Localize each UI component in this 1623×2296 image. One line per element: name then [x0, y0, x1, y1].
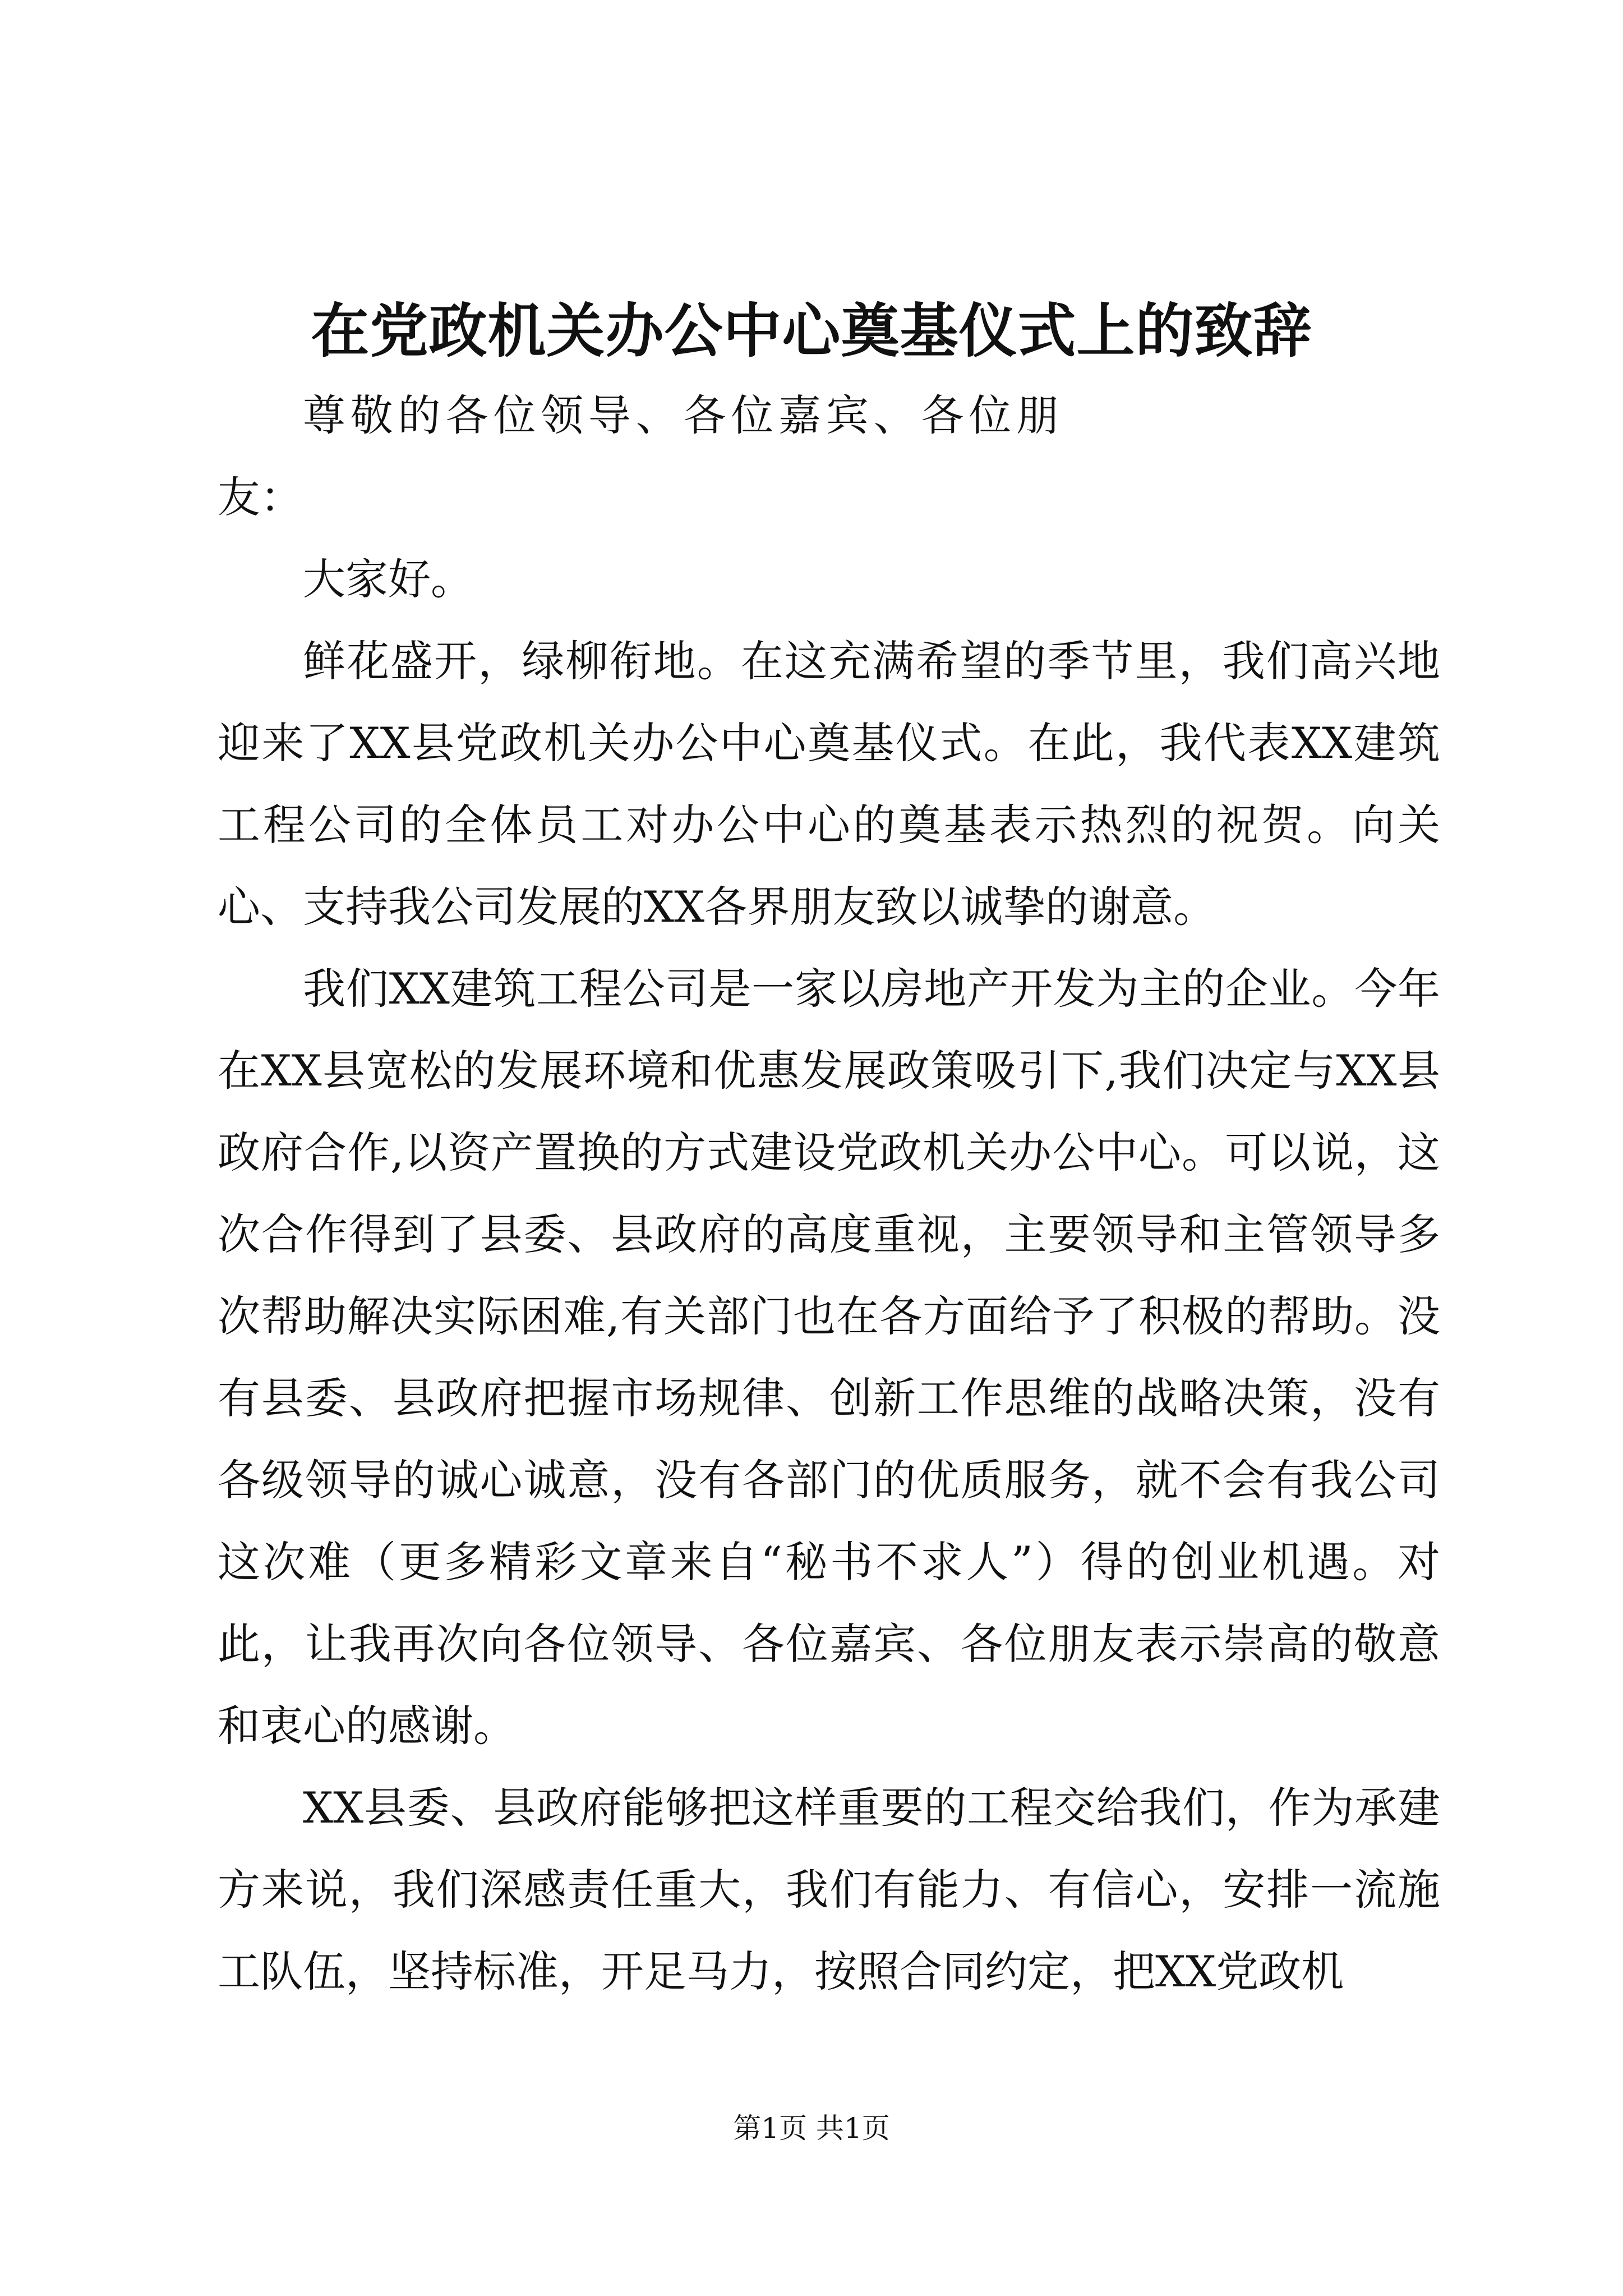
salutation: 尊敬的各位领导、各位嘉宾、各位朋友： — [218, 390, 1059, 522]
paragraph-company-intro: 我们XX建筑工程公司是一家以房地产开发为主的企业。今年在XX县宽松的发展环境和优惠发展政策吸引下,我们决定与XX县政府合作,以资产置换的方式建设党政机关办公中心。可以说，这次合作得到了县委、县政府的高度重视，主要领导和主管领导多次帮助解决实际困难,有关部门也在各方面给予了积极的帮助。没有县委、县政府把握市场规律、创新工作思维的战略决策，没有各级领导的诚心诚意，没有各部门的优质服务，就不会有我公司这次难（更多精彩文章来自“秘书不求人”）得的创业机遇。对此，让我再次向各位领导、各位嘉宾、各位朋友表示崇高的敬意和衷心的感谢。 — [218, 964, 1440, 1751]
paragraph-opening: 鲜花盛开，绿柳衔地。在这充满希望的季节里，我们高兴地迎来了XX县党政机关办公中心奠基仪式。在此，我代表XX建筑工程公司的全体员工对办公中心的奠基表示热烈的祝贺。向关心、支持我公司发展的XX各界朋友致以诚挚的谢意。 — [218, 636, 1440, 932]
page-footer: 第1页 共1页 — [733, 2112, 890, 2145]
document-title: 在党政机关办公中心奠基仪式上的致辞 — [311, 296, 1312, 365]
document-body — [218, 375, 1440, 2013]
paragraph-commitment: XX县委、县政府能够把这样重要的工程交给我们，作为承建方来说，我们深感责任重大，我们有能力、有信心，安排一流施工队伍，坚持标准，开足马力，按照合同约定，把XX党政机 — [218, 1783, 1440, 1996]
paragraph-greeting: 大家好。 — [303, 554, 473, 604]
